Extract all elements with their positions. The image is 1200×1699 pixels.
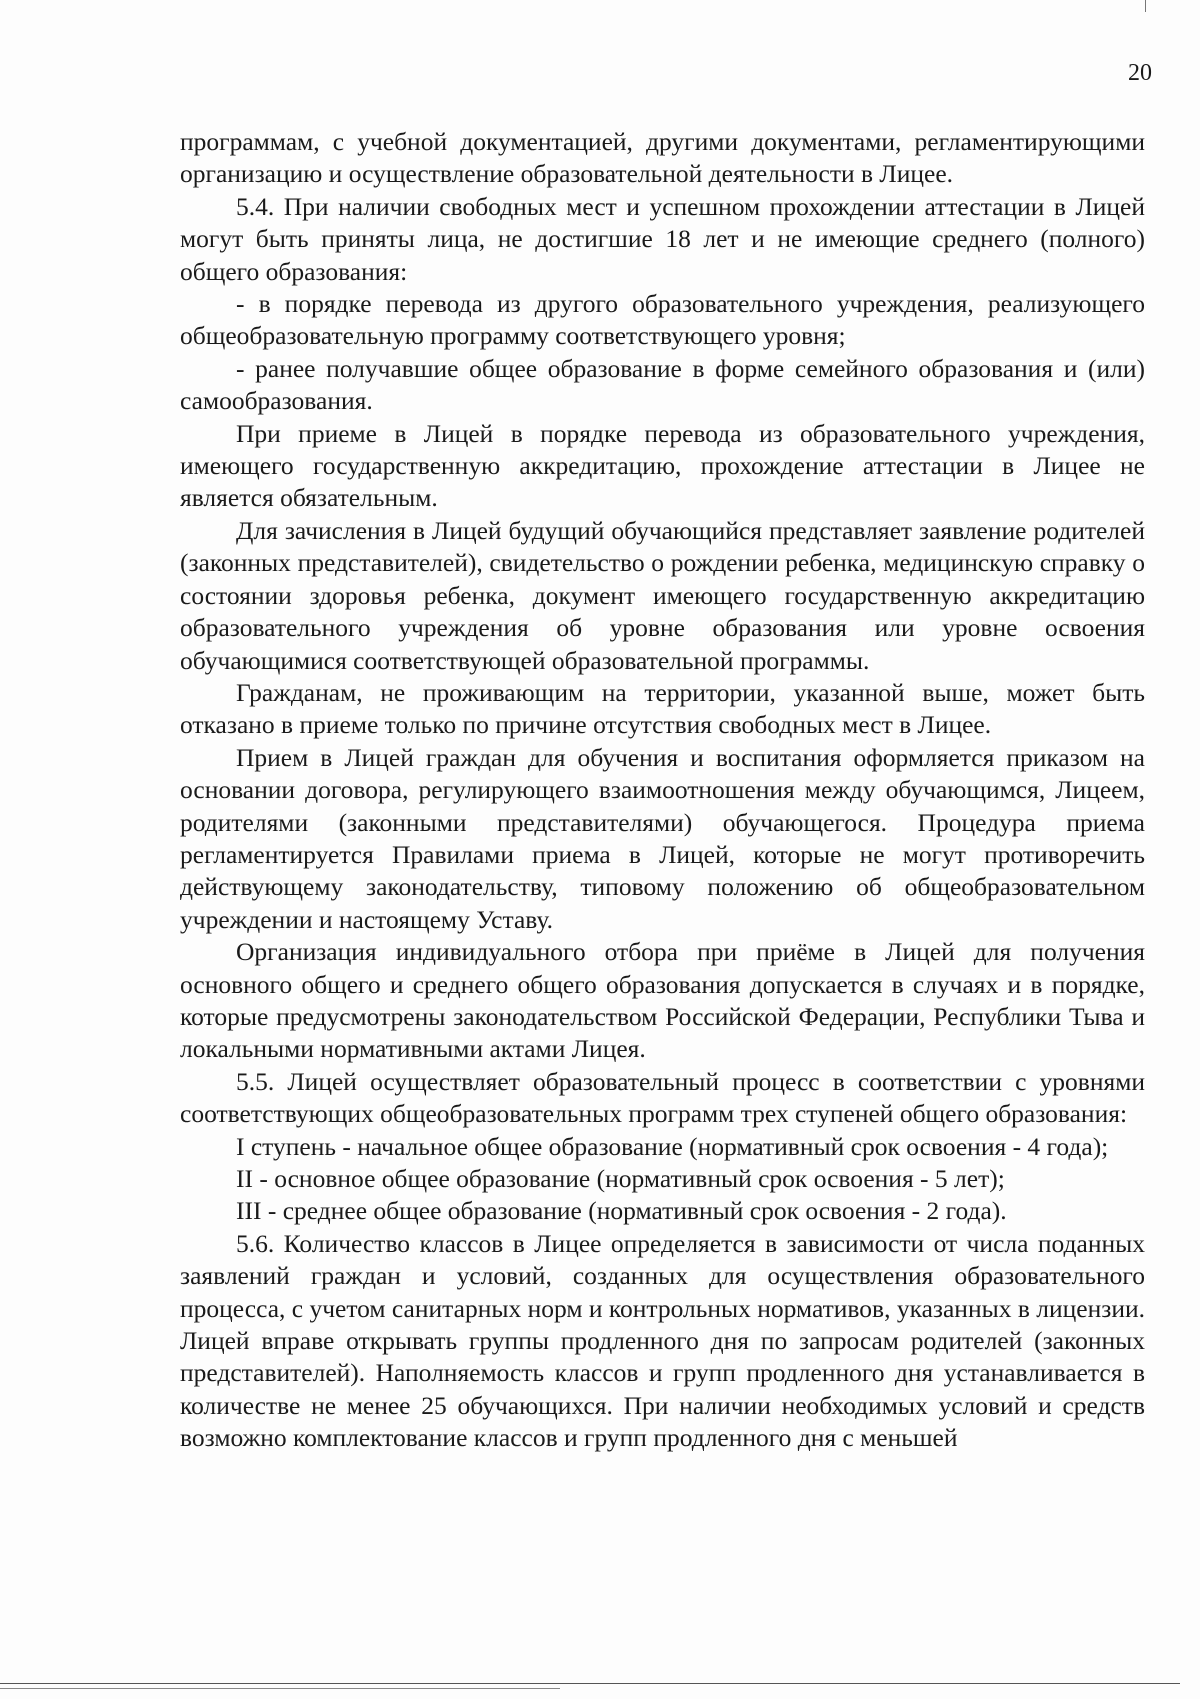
document-body <box>180 126 1145 1455</box>
paragraph-5-6: 5.6. Количество классов в Лицее определяется в зависимости от числа поданных заявлений граждан и условий, созданных для осуществления образовательного процесса, с учетом санитарных норм и контрольных нормативов, указанных в лицензии. Лицей вправе открывать группы продленного дня по запросам родителей (законных представителей). Наполняемость классов и групп продленного дня устанавливается в количестве не менее 25 обучающихся. При наличии необходимых условий и средств возможно комплектование классов и групп продленного дня с меньшей <box>180 1228 1145 1453</box>
paragraph-transfer-admission: При приеме в Лицей в порядке перевода из образовательного учреждения, имеющего государственную аккредитацию, прохождение аттестации в Лицее не является обязательным. <box>180 418 1145 513</box>
paragraph-refusal: Гражданам, не проживающим на территории, указанной выше, может быть отказано в приеме только по причине отсутствия свободных мест в Лицее. <box>180 677 1145 740</box>
paragraph-enrollment-documents: Для зачисления в Лицей будущий обучающийся представляет заявление родителей (законных представителей), свидетельство о рождении ребенка, медицинскую справку о состоянии здоровья ребенка, документ имеющего государственную аккредитацию образовательного учреждения об уровне образования или уровне освоения обучающимися соответствующей образовательной программы. <box>180 515 1145 675</box>
list-item-stage-3: III - среднее общее образование (нормативный срок освоения - 2 года). <box>236 1196 1007 1226</box>
scan-edge-line-secondary <box>0 1688 560 1689</box>
paragraph-individual-selection: Организация индивидуального отбора при приёме в Лицей для получения основного общего и среднего общего образования допускается в случаях и в порядке, которые предусмотрены законодательством Российской Федерации, Республики Тыва и локальными нормативными актами Лицея. <box>180 937 1145 1064</box>
list-item-transfer: - в порядке перевода из другого образовательного учреждения, реализующего общеобразовательную программу соответствующего уровня; <box>180 289 1145 351</box>
list-item-stage-2: II - основное общее образование (нормативный срок освоения - 5 лет); <box>236 1164 1005 1193</box>
scan-edge-line <box>0 1683 1180 1684</box>
scan-mark <box>1145 0 1146 12</box>
page-number: 20 <box>1128 60 1152 86</box>
paragraph-continuation: программам, с учебной документацией, другими документами, регламентирующими организацию и осуществление образовательной деятельности в Лицее. <box>180 127 1145 189</box>
paragraph-5-4: 5.4. При наличии свободных мест и успешном прохождении аттестации в Лицей могут быть приняты лица, не достигшие 18 лет и не имеющие среднего (полного) общего образования: <box>180 191 1145 286</box>
list-item-stage-1: I ступень - начальное общее образование (нормативный срок освоения - 4 года); <box>236 1131 1109 1161</box>
paragraph-admission-order: Прием в Лицей граждан для обучения и воспитания оформляется приказом на основании договора, регулирующего взаимоотношения между обучающимся, Лицеем, родителями (законными представителями) обучающегося. Процедура приема регламентируется Правилами приема в Лицей, которые не могут противоречить действующему законодательству, типовому положению об общеобразовательном учреждении и настоящему Уставу. <box>180 742 1145 934</box>
paragraph-5-5: 5.5. Лицей осуществляет образовательный процесс в соответствии с уровнями соответствующих общеобразовательных программ трех ступеней общего образования: <box>180 1066 1145 1129</box>
list-item-family-education: - ранее получавшие общее образование в форме семейного образования и (или) самообразования. <box>180 353 1145 416</box>
